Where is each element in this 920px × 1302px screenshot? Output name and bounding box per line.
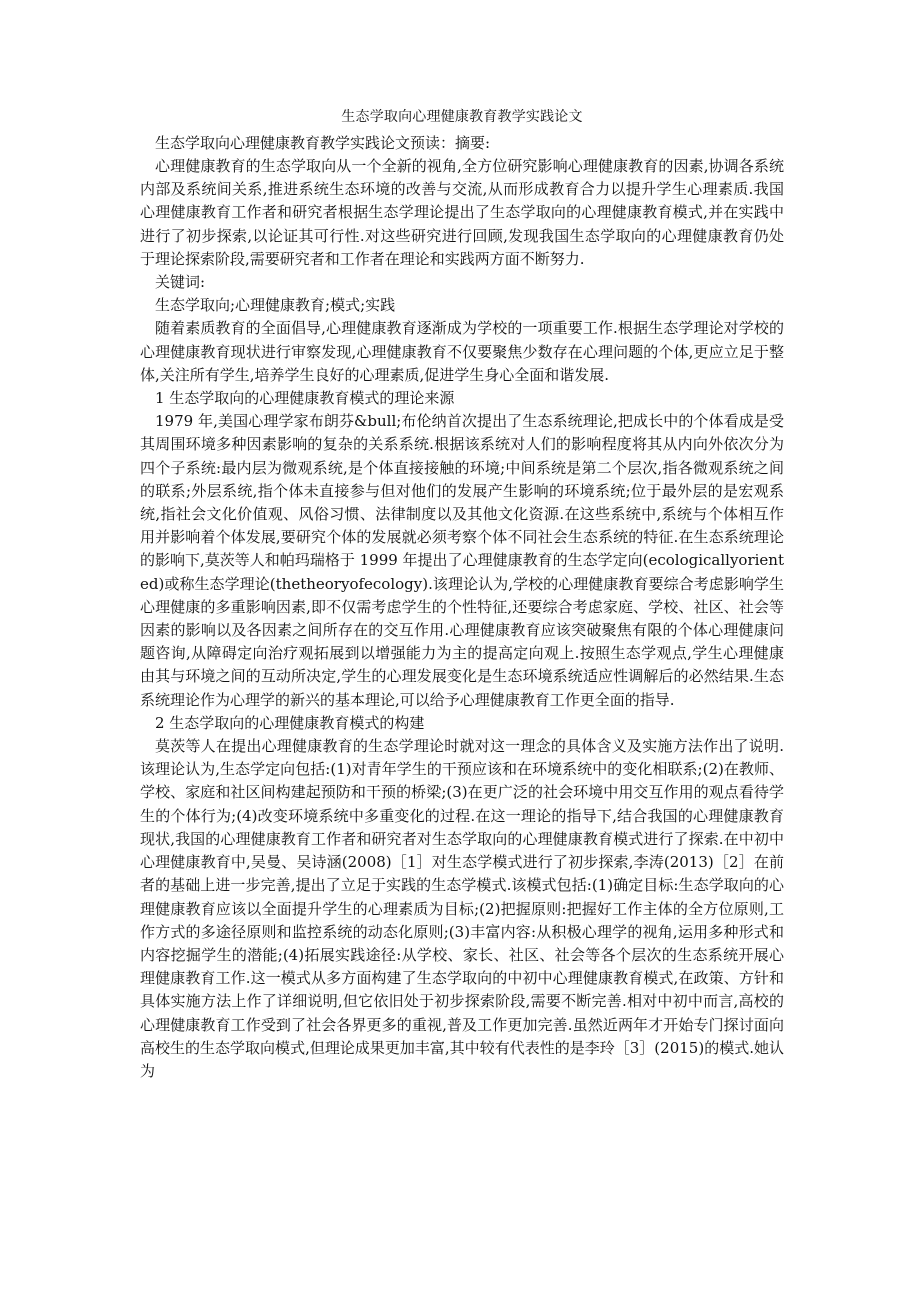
keywords-list: 生态学取向;心理健康教育;模式;实践 xyxy=(155,296,396,315)
keywords-heading: 关键词: xyxy=(155,273,206,292)
section-1-paragraph: 1979 年,美国心理学家布朗芬&bull;布伦纳首次提出了生态系统理论,把成长中的个体看成是受其周围环境多种因素影响的复杂的关系系统.根据该系统对人们的影响程度将其从内向外依次分为四个子系统:最内层为微观系统,是个体直接接触的环境;中间系统是第二个层次,指各微观系统之间的联系;外层系统,指个体未直接参与但对他们的发展产生影响的环境系统;位于最外层的是宏观系统,指社会文化价值观、风俗习惯、法律制度以及其他文化资源.在这些系统中,系统与个体相互作用并影响着个体发展,要研究个体的发展就必须考察个体不同社会生态系统的特征.在生态系统理论的影响下,莫茨等人和帕玛瑞格于 1999 年提出了心理健康教育的生态学定向(ecologicallyoriented)或称生态学理论(thetheoryofecology).该理论认为,学校的心理健康教育要综合考虑影响学生心理健康的多重影响因素,即不仅需考虑学生的个性特征,还要综合考虑家庭、学校、社区、社会等因素的影响以及各因素之间所存在的交互作用.心理健康教育应该突破聚焦有限的个体心理健康问题咨询,从障碍定向治疗观拓展到以增强能力为主的提高定向观上.按照生态学观点,学生心理健康由其与环境之间的互动所决定,学生的心理发展变化是生态环境系统适应性调解后的必然结果.生态系统理论作为心理学的新兴的基本理论,可以给予心理健康教育工作更全面的指导. xyxy=(140,412,784,709)
intro-paragraph: 随着素质教育的全面倡导,心理健康教育逐渐成为学校的一项重要工作.根据生态学理论对学校的心理健康教育现状进行审察发现,心理健康教育不仅要聚焦少数存在心理问题的个体,更应立足于整体,关注所有学生,培养学生良好的心理素质,促进学生身心全面和谐发展. xyxy=(140,319,784,384)
section-1-heading: 1 生态学取向的心理健康教育模式的理论来源 xyxy=(155,389,455,408)
abstract-paragraph: 心理健康教育的生态学取向从一个全新的视角,全方位研究影响心理健康教育的因素,协调各系统内部及系统间关系,推进系统生态环境的改善与交流,从而形成教育合力以提升学生心理素质.我国心理健康教育工作者和研究者根据生态学理论提出了生态学取向的心理健康教育模式,并在实践中进行了初步探索,以论证其可行性.对这些研究进行回顾,发现我国生态学取向的心理健康教育仍处于理论探索阶段,需要研究者和工作者在理论和实践两方面不断努力. xyxy=(140,157,784,268)
preview-abstract-heading: 生态学取向心理健康教育教学实践论文预读：摘要: xyxy=(155,134,491,152)
document-page xyxy=(140,108,784,1083)
section-2-paragraph: 莫茨等人在提出心理健康教育的生态学理论时就对这一理念的具体含义及实施方法作出了说明.该理论认为,生态学定向包括:(1)对青年学生的干预应该和在环境系统中的变化相联系;(2)在教师、学校、家庭和社区间构建起预防和干预的桥梁;(3)在更广泛的社会环境中用交互作用的观点看待学生的个体行为;(4)改变环境系统中多重变化的过程.在这一理论的指导下,结合我国的心理健康教育现状,我国的心理健康教育工作者和研究者对生态学取向的心理健康教育模式进行了探索.在中初中心理健康教育中,吴曼、吴诗涵(2008)［1］对生态学模式进行了初步探索,李涛(2013)［2］在前者的基础上进一步完善,提出了立足于实践的生态学模式.该模式包括:(1)确定目标:生态学取向的心理健康教育应该以全面提升学生的心理素质为目标;(2)把握原则:把握好工作主体的全方位原则,工作方式的多途径原则和监控系统的动态化原则;(3)丰富内容:从积极心理学的视角,运用多种形式和内容挖掘学生的潜能;(4)拓展实践途径:从学校、家长、社区、社会等各个层次的生态系统开展心理健康教育工作.这一模式从多方面构建了生态学取向的中初中心理健康教育模式,在政策、方针和具体实施方法上作了详细说明,但它依旧处于初步探索阶段,需要不断完善.相对中初中而言,高校的心理健康教育工作受到了社会各界更多的重视,普及工作更加完善.虽然近两年才开始专门探讨面向高校生的生态学取向模式,但理论成果更加丰富,其中较有代表性的是李玲［3］(2015)的模式.她认为 xyxy=(140,737,784,1080)
document-title: 生态学取向心理健康教育教学实践论文 xyxy=(341,109,583,125)
section-2-heading: 2 生态学取向的心理健康教育模式的构建 xyxy=(155,713,425,732)
